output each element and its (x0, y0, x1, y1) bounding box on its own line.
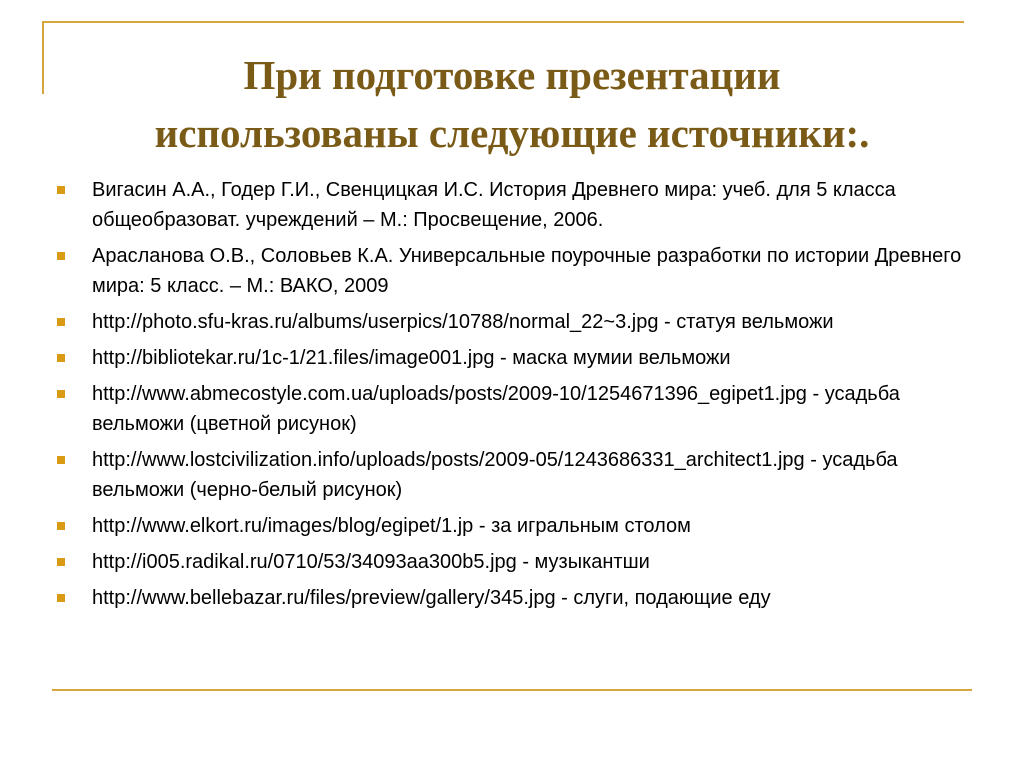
source-text: http://www.elkort.ru/images/blog/egipet/1.jp - за игральным столом (92, 515, 691, 537)
title-line-2: использованы следующие источники:. (154, 110, 870, 156)
source-text: http://photo.sfu-kras.ru/albums/userpics/10788/normal_22~3.jpg - статуя вельможи (92, 311, 834, 333)
slide-title (60, 46, 964, 162)
square-bullet-icon (57, 318, 65, 326)
source-item (51, 547, 981, 577)
source-text: http://bibliotekar.ru/1c-1/21.files/image001.jpg - маска мумии вельможи (92, 347, 731, 369)
square-bullet-icon (57, 252, 65, 260)
source-item (51, 175, 981, 235)
source-item (51, 343, 981, 373)
source-text: http://www.bellebazar.ru/files/preview/gallery/345.jpg - слуги, подающие еду (92, 587, 771, 609)
source-item (51, 445, 981, 505)
square-bullet-icon (57, 390, 65, 398)
source-text: Арасланова О.В., Соловьев К.А. Универсальные поурочные разработки по истории Древнего мира: 5 класс. – М.: ВАКО, 2009 (92, 245, 962, 297)
source-item (51, 307, 981, 337)
source-text: Вигасин А.А., Годер Г.И., Свенцицкая И.С. История Древнего мира: учеб. для 5 класса общеобразоват. учреждений – М.: Просвещение, 2006. (92, 179, 896, 231)
source-item (51, 511, 981, 541)
frame-left-line (42, 21, 44, 94)
square-bullet-icon (57, 522, 65, 530)
frame-top-line (42, 21, 964, 23)
source-text: http://www.abmecostyle.com.ua/uploads/posts/2009-10/1254671396_egipet1.jpg - усадьба вельможи (цветной рисунок) (92, 383, 900, 435)
square-bullet-icon (57, 456, 65, 464)
source-text: http://www.lostcivilization.info/uploads/posts/2009-05/1243686331_architect1.jpg - усадьба вельможи (черно-белый рисунок) (92, 449, 898, 501)
sources-list (51, 175, 981, 619)
frame-bottom-line (52, 689, 972, 691)
square-bullet-icon (57, 354, 65, 362)
title-line-1: При подготовке презентации (243, 52, 781, 98)
source-item (51, 379, 981, 439)
source-item (51, 583, 981, 613)
source-item (51, 241, 981, 301)
square-bullet-icon (57, 594, 65, 602)
source-text: http://i005.radikal.ru/0710/53/34093aa300b5.jpg - музыкантши (92, 551, 650, 573)
square-bullet-icon (57, 186, 65, 194)
square-bullet-icon (57, 558, 65, 566)
